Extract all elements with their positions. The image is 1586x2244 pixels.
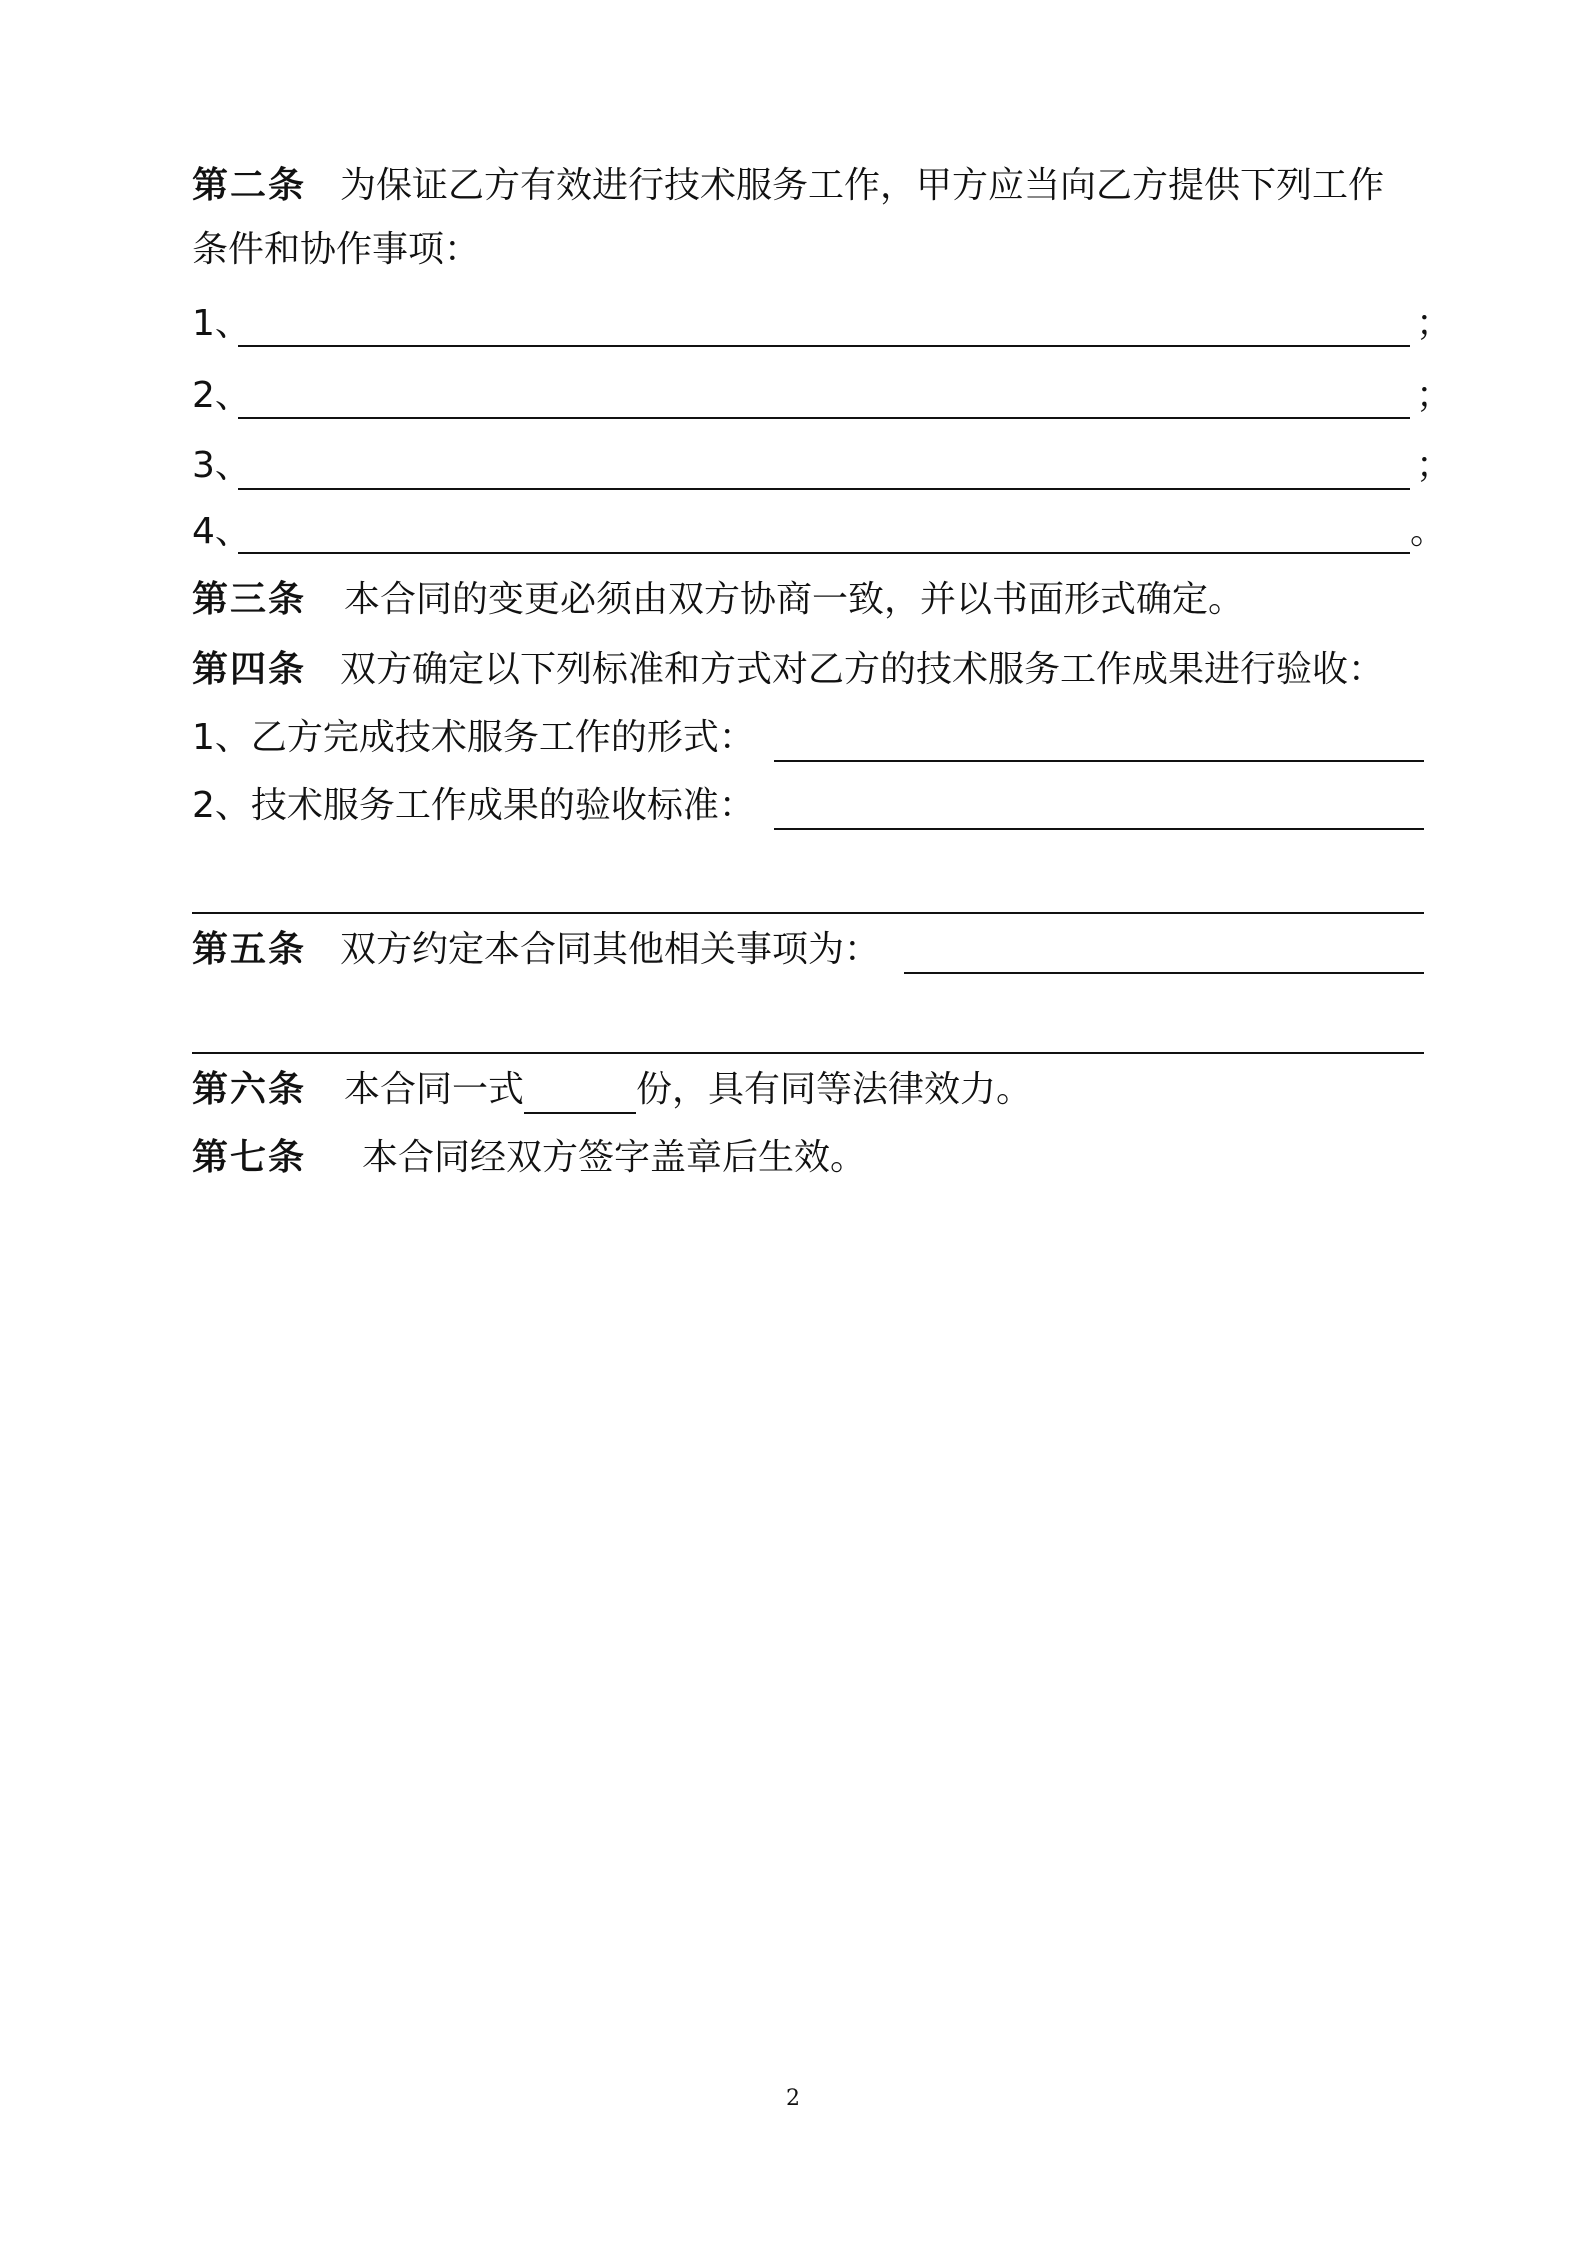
- article-7: [192, 1134, 1426, 1182]
- article-4-label: 第四条: [192, 649, 307, 690]
- article-6-text-after: 份，具有同等法律效力。: [636, 1069, 1033, 1110]
- article-2-label: 第二条: [192, 165, 307, 206]
- article-6-label: 第六条: [192, 1069, 307, 1110]
- article-2-text-1: 为保证乙方有效进行技术服务工作，甲方应当向乙方提供下列工作: [340, 165, 1385, 206]
- item-number: 4、: [192, 511, 251, 552]
- item-number: 2、: [192, 375, 251, 416]
- item-1-end-mark: ；: [1416, 303, 1453, 344]
- article-2-item-4: [192, 508, 1426, 556]
- item-2-blank-field[interactable]: [238, 417, 1410, 419]
- item-2-end-mark: ；: [1416, 375, 1453, 416]
- item-3-end-mark: ；: [1416, 445, 1453, 486]
- article-4-item-2: [192, 782, 1426, 830]
- article-4: [192, 646, 1426, 694]
- copies-blank-field[interactable]: [524, 1072, 636, 1114]
- form-blank-field[interactable]: [774, 760, 1424, 762]
- article-4-item-1-text: 1、乙方完成技术服务工作的形式：: [192, 717, 755, 758]
- article-5-text: 双方约定本合同其他相关事项为：: [340, 929, 881, 970]
- article-7-text: 本合同经双方签字盖章后生效。: [362, 1137, 867, 1178]
- item-3-blank-field[interactable]: [238, 488, 1410, 490]
- item-number: 1、: [192, 303, 251, 344]
- item-1-blank-field[interactable]: [238, 345, 1410, 347]
- page-number: 2: [786, 2086, 800, 2111]
- item-4-blank-field[interactable]: [238, 552, 1410, 554]
- article-7-label: 第七条: [192, 1137, 307, 1178]
- acceptance-standard-blank-field[interactable]: [774, 828, 1424, 830]
- article-3: [192, 576, 1426, 624]
- item-number: 3、: [192, 445, 251, 486]
- other-matters-blank-field[interactable]: [904, 972, 1424, 974]
- article-3-label: 第三条: [192, 579, 307, 620]
- article-4-text: 双方确定以下列标准和方式对乙方的技术服务工作成果进行验收：: [340, 649, 1385, 690]
- other-matters-continuation-blank[interactable]: [192, 1052, 1424, 1054]
- article-2-item-1: [192, 300, 1426, 348]
- article-4-item-2-text: 2、技术服务工作成果的验收标准：: [192, 785, 755, 826]
- article-6-text-before: 本合同一式: [344, 1069, 525, 1110]
- acceptance-standard-continuation-blank[interactable]: [192, 912, 1424, 914]
- item-4-end-mark: 。: [1410, 511, 1447, 552]
- article-2-text-2: 条件和协作事项：: [192, 229, 481, 270]
- article-2-line-2: [192, 226, 1426, 274]
- article-5-label: 第五条: [192, 929, 307, 970]
- article-2-item-3: [192, 442, 1426, 490]
- article-6: [192, 1066, 1426, 1114]
- article-4-item-1: [192, 714, 1426, 762]
- article-2-line-1: [192, 162, 1426, 210]
- article-5: [192, 926, 1426, 974]
- article-2-item-2: [192, 372, 1426, 420]
- article-3-text: 本合同的变更必须由双方协商一致，并以书面形式确定。: [344, 579, 1245, 620]
